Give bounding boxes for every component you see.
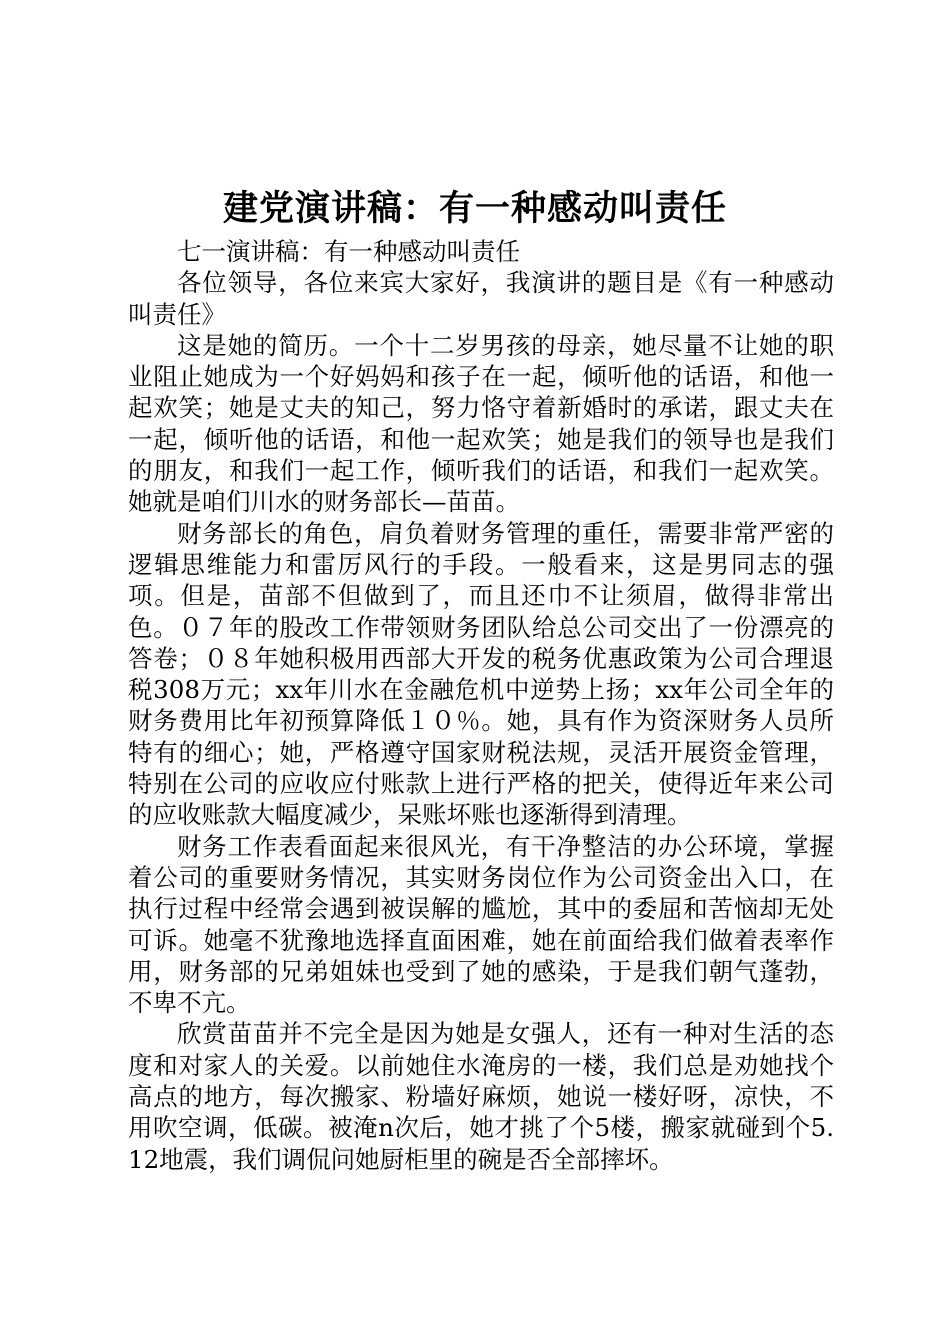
- paragraph-finance-work: 财务工作表看面起来很风光，有干净整洁的办公环境，掌握着公司的重要财务情况，其实财务岗位作为公司资金出入口，在执行过程中经常会遇到被误解的尴尬，其中的委屈和苦恼却无处可诉。她毫不犹豫地选择直面困难，她在前面给我们做着表率作用，财务部的兄弟姐妹也受到了她的感染，于是我们朝气蓬勃，不卑不亢。: [128, 831, 834, 1018]
- paragraph-life-attitude: 欣赏苗苗并不完全是因为她是女强人，还有一种对生活的态度和对家人的关爱。以前她住水淹房的一楼，我们总是劝她找个高点的地方，每次搬家、粉墙好麻烦，她说一楼好呀，凉快，不用吹空调，低碳。被淹n次后，她才挑了个5楼，搬家就碰到个5.12地震，我们调侃问她厨柜里的碗是否全部摔坏。: [128, 1019, 834, 1174]
- document-body: [128, 236, 834, 1175]
- paragraph-subtitle: 七一演讲稿：有一种感动叫责任: [177, 237, 520, 266]
- document-title: 建党演讲稿：有一种感动叫责任: [222, 188, 727, 229]
- paragraph-profile: 这是她的简历。一个十二岁男孩的母亲，她尽量不让她的职业阻止她成为一个好妈妈和孩子在一起，倾听他的话语，和他一起欢笑；她是丈夫的知己，努力恪守着新婚时的承诺，跟丈夫在一起，倾听他的话语，和他一起欢笑；她是我们的领导也是我们的朋友，和我们一起工作，倾听我们的话语，和我们一起欢笑。她就是咱们川水的财务部长—苗苗。: [128, 330, 834, 517]
- paragraph-finance-role: 财务部长的角色，肩负着财务管理的重任，需要非常严密的逻辑思维能力和雷厉风行的手段。一般看来，这是男同志的强项。但是，苗部不但做到了，而且还巾不让须眉，做得非常出色。０７年的股改工作带领财务团队给总公司交出了一份漂亮的答卷；０８年她积极用西部大开发的税务优惠政策为公司合理退税308万元；xx年川水在金融危机中逆势上扬；xx年公司全年的财务费用比年初预算降低１０％。她，具有作为资深财务人员所特有的细心；她，严格遵守国家财税法规，灵活开展资金管理，特别在公司的应收应付账款上进行严格的把关，使得近年来公司的应收账款大幅度减少，呆账坏账也逐渐得到清理。: [128, 518, 834, 830]
- paragraph-greeting: 各位领导，各位来宾大家好，我演讲的题目是《有一种感动叫责任》: [128, 268, 834, 329]
